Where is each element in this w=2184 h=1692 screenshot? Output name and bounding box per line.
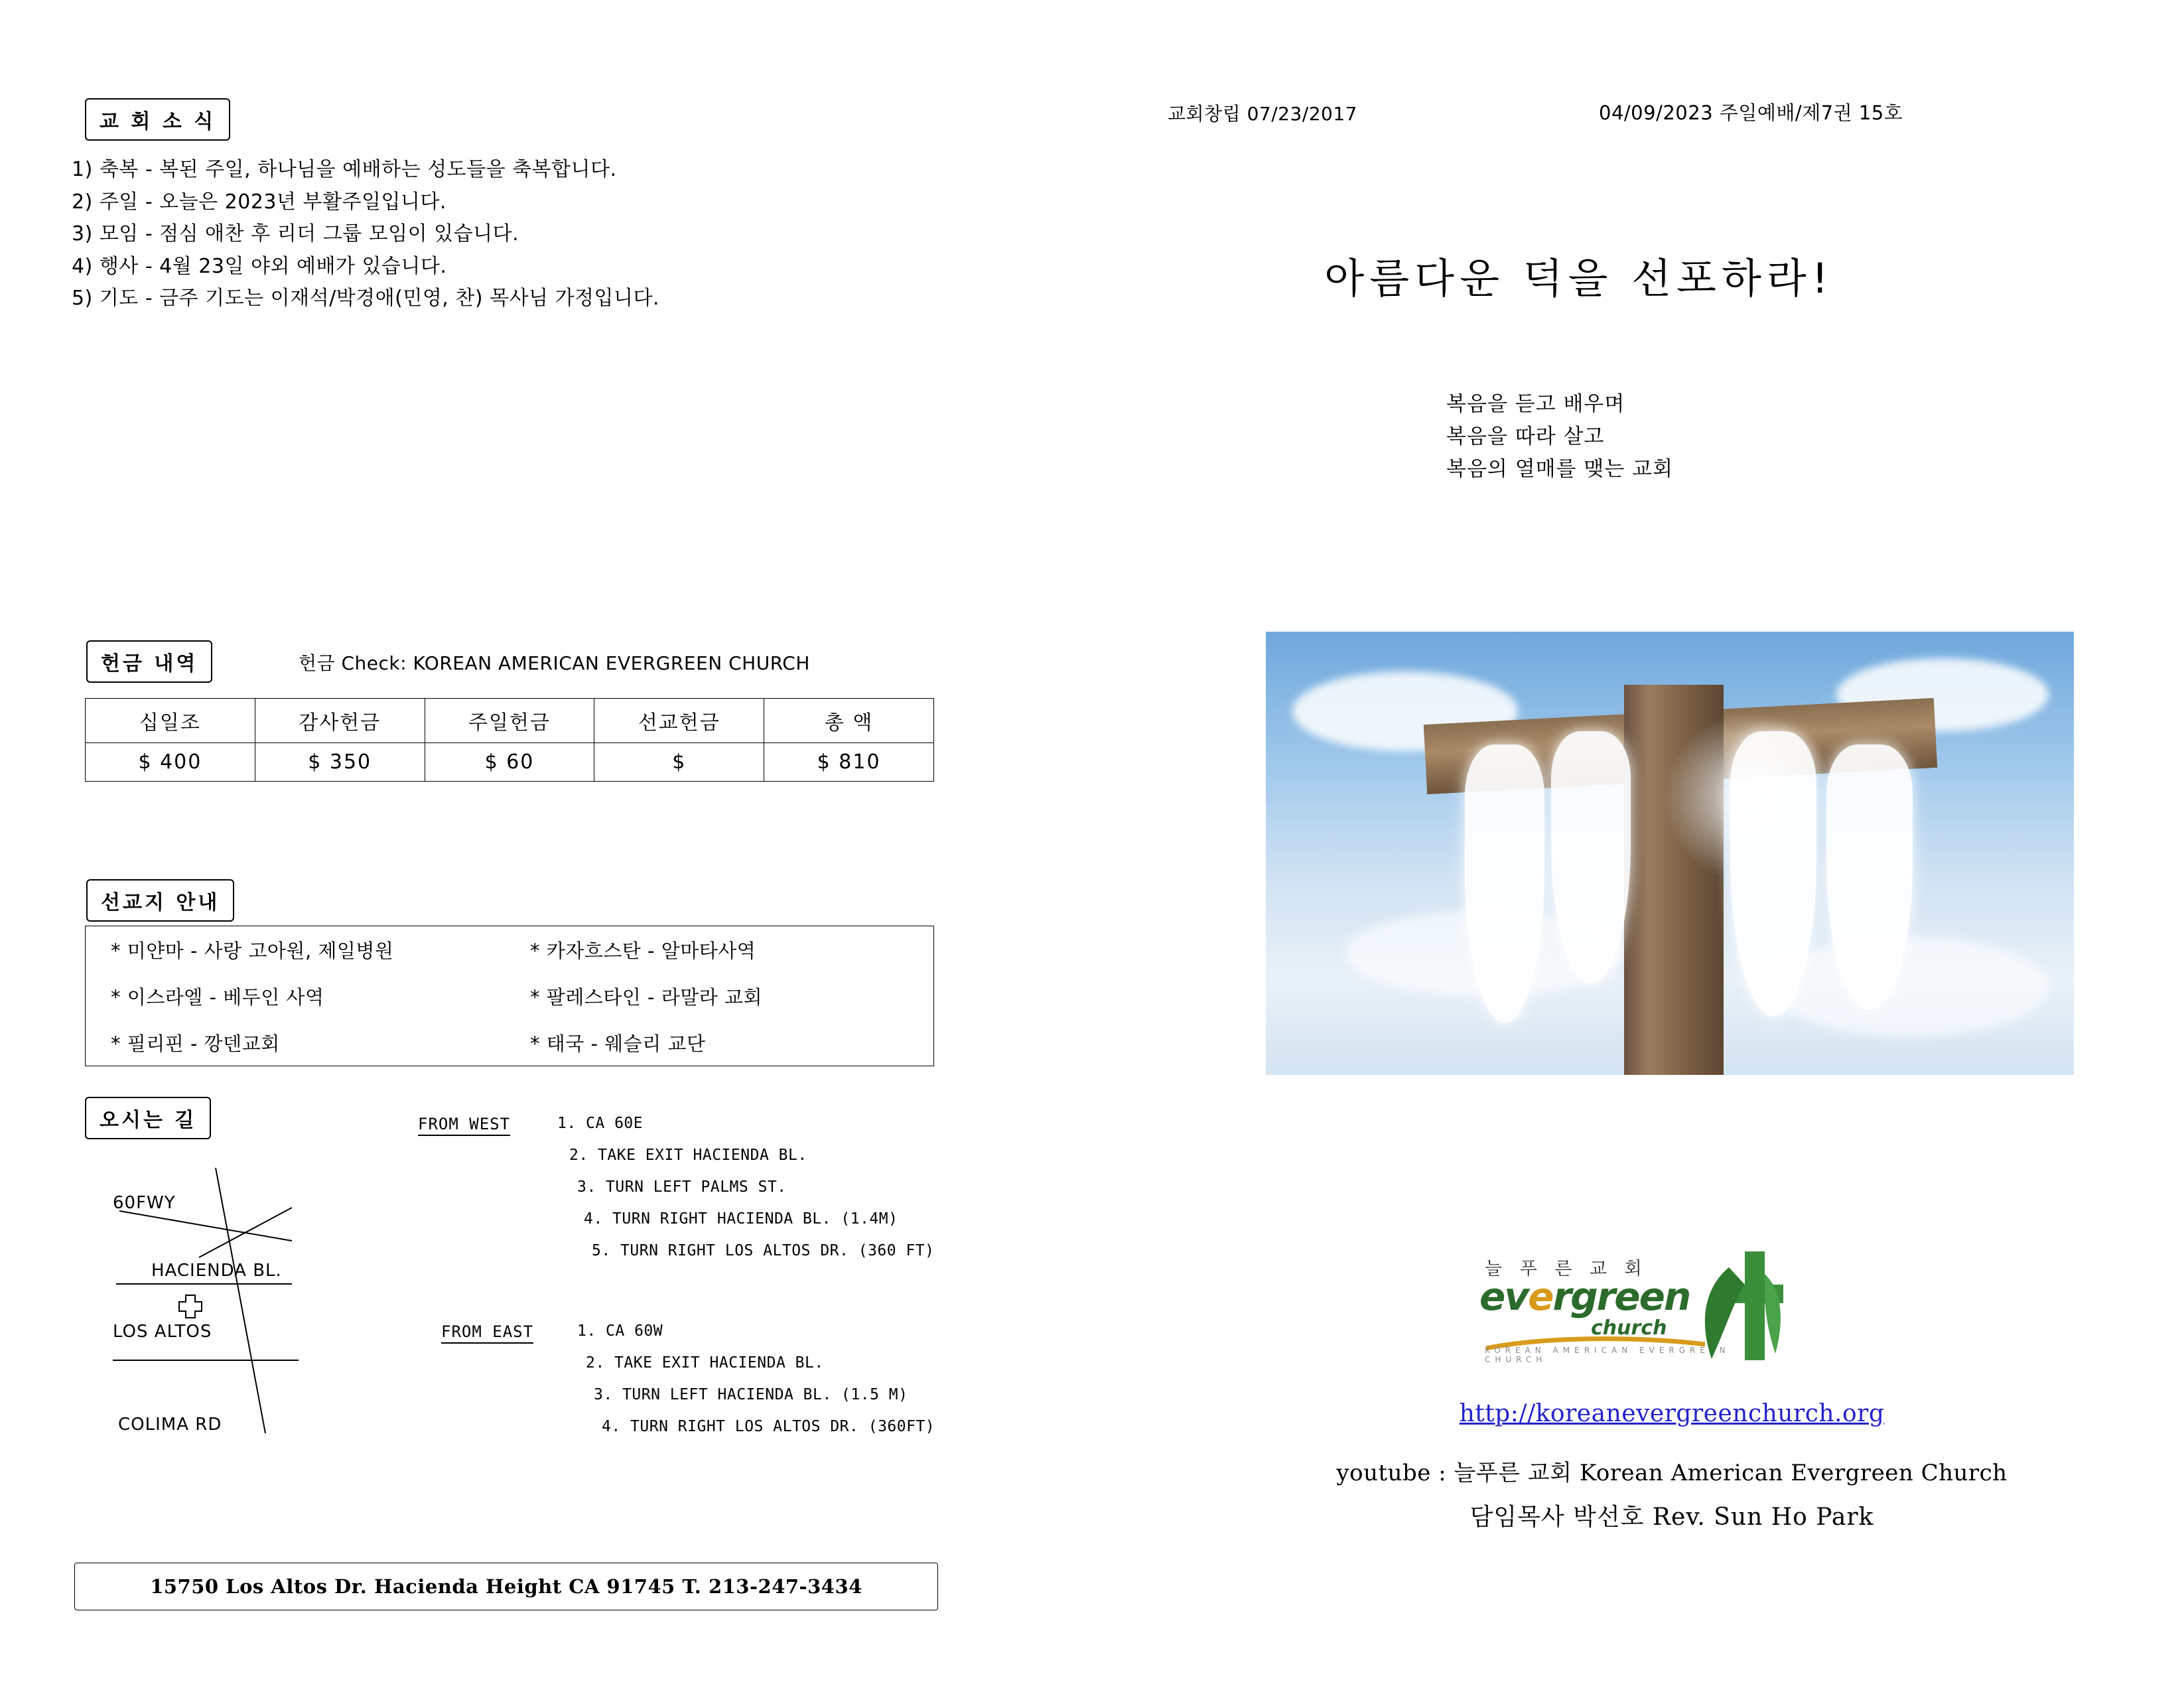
column-header: 십일조 (86, 699, 255, 743)
website-link[interactable]: http://koreanevergreenchurch.org (1459, 1400, 1885, 1427)
route-heading: FROM EAST (441, 1322, 533, 1344)
mission-item: * 필리핀 - 깡덴교회 (111, 1032, 280, 1055)
list-item: 2) 주일 - 오늘은 2023년 부활주일입니다. (72, 190, 446, 214)
route-step: 1. CA 60W (577, 1322, 663, 1340)
table-cell: $ 400 (86, 743, 255, 782)
table-row (86, 743, 934, 782)
route-from-east (441, 1322, 935, 1435)
column-header: 감사헌금 (255, 699, 425, 743)
logo-korean-name: 늘 푸 른 교 회 (1485, 1259, 1648, 1279)
mission-field-title: 선교지 안내 (86, 879, 234, 922)
offering-title: 헌금 내역 (86, 640, 212, 683)
list-item: 4) 행사 - 4월 23일 야외 예배가 있습니다. (72, 254, 447, 278)
list-item: 5) 기도 - 금주 기도는 이재석/박경애(민영, 찬) 목사님 가정입니다. (72, 287, 660, 311)
column-header: 선교헌금 (594, 699, 764, 743)
logo-subtitle: KOREAN AMERICAN EVERGREEN CHURCH (1485, 1346, 1730, 1364)
table-row (86, 926, 933, 973)
offering-table (85, 698, 934, 782)
tree-cross-icon (1665, 1247, 1785, 1367)
route-step: 3. TURN LEFT PALMS ST. (577, 1178, 787, 1196)
mission-item: * 태국 - 웨슬리 교단 (530, 1032, 706, 1055)
table-row (86, 973, 933, 1019)
map-label-freeway: 60FWY (113, 1193, 176, 1213)
cloud-shape (1770, 937, 2049, 1036)
mission-item: * 이스라엘 - 베두인 사역 (111, 985, 324, 1009)
route-step: 4. TURN RIGHT LOS ALTOS DR. (360FT) (602, 1418, 935, 1435)
route-step: 5. TURN RIGHT LOS ALTOS DR. (360 FT) (592, 1242, 935, 1259)
offering-check-note: 헌금 Check: KOREAN AMERICAN EVERGREEN CHURCH (299, 652, 810, 674)
table-cell: $ 810 (764, 743, 934, 782)
logo-evergreen-text: evergreen (1479, 1274, 1690, 1319)
route-step: 2. TAKE EXIT HACIENDA BL. (586, 1354, 824, 1372)
church-news-title: 교 회 소 식 (85, 98, 230, 141)
directions-map (100, 1141, 471, 1446)
table-header-row (86, 699, 934, 743)
vision-line: 복음을 듣고 배우며 (1446, 392, 1625, 416)
route-step: 1. CA 60E (557, 1115, 644, 1132)
youtube-info: youtube : 늘푸른 교회 Korean American Evergreen Church (1336, 1460, 2008, 1486)
founded-date: 교회창립 07/23/2017 (1168, 103, 1357, 125)
vision-line: 복음을 따라 살고 (1446, 424, 1605, 449)
table-cell: $ 350 (255, 743, 425, 782)
church-news-list (72, 154, 961, 315)
route-step: 4. TURN RIGHT HACIENDA BL. (1.4M) (584, 1210, 898, 1228)
map-drawing-icon (100, 1141, 471, 1446)
list-item: 3) 모임 - 점심 애찬 후 리더 그룹 모임이 있습니다. (72, 222, 519, 246)
map-label-colima: COLIMA RD (118, 1415, 222, 1435)
vision-statement (1446, 388, 1673, 486)
table-row (86, 1019, 933, 1066)
route-step: 3. TURN LEFT HACIENDA BL. (1.5 M) (594, 1386, 908, 1403)
page-title: 아름다운 덕을 선포하라! (1324, 254, 1834, 303)
church-logo (1479, 1247, 1791, 1374)
map-label-hacienda: HACIENDA BL. (151, 1261, 282, 1281)
mission-item: * 카자흐스탄 - 알마타사역 (530, 939, 756, 962)
pastor-name: 담임목사 박선호 Rev. Sun Ho Park (1469, 1504, 1874, 1531)
mission-item: * 미얀마 - 사랑 고아원, 제일병원 (111, 939, 394, 962)
directions-title: 오시는 길 (85, 1097, 211, 1139)
column-header: 총 액 (764, 699, 934, 743)
issue-info: 04/09/2023 주일예배/제7권 15호 (1599, 102, 1903, 124)
route-step: 2. TAKE EXIT HACIENDA BL. (569, 1147, 807, 1164)
cross-photo (1266, 632, 2074, 1075)
route-from-west (418, 1115, 935, 1259)
address-bar: 15750 Los Altos Dr. Hacienda Height CA 91745 T. 213-247-3434 (74, 1563, 938, 1610)
map-label-los-altos: LOS ALTOS (113, 1322, 212, 1342)
table-cell: $ 60 (425, 743, 594, 782)
logo-church-text: church (1591, 1316, 1667, 1340)
mission-item: * 팔레스타인 - 라말라 교회 (530, 985, 762, 1009)
mission-field-box (85, 926, 934, 1066)
route-heading: FROM WEST (418, 1115, 510, 1136)
vision-line: 복음의 열매를 맺는 교회 (1446, 457, 1674, 481)
table-cell: $ (594, 743, 764, 782)
column-header: 주일헌금 (425, 699, 594, 743)
list-item: 1) 축복 - 복된 주일, 하나님을 예배하는 성도들을 축복합니다. (72, 158, 617, 181)
